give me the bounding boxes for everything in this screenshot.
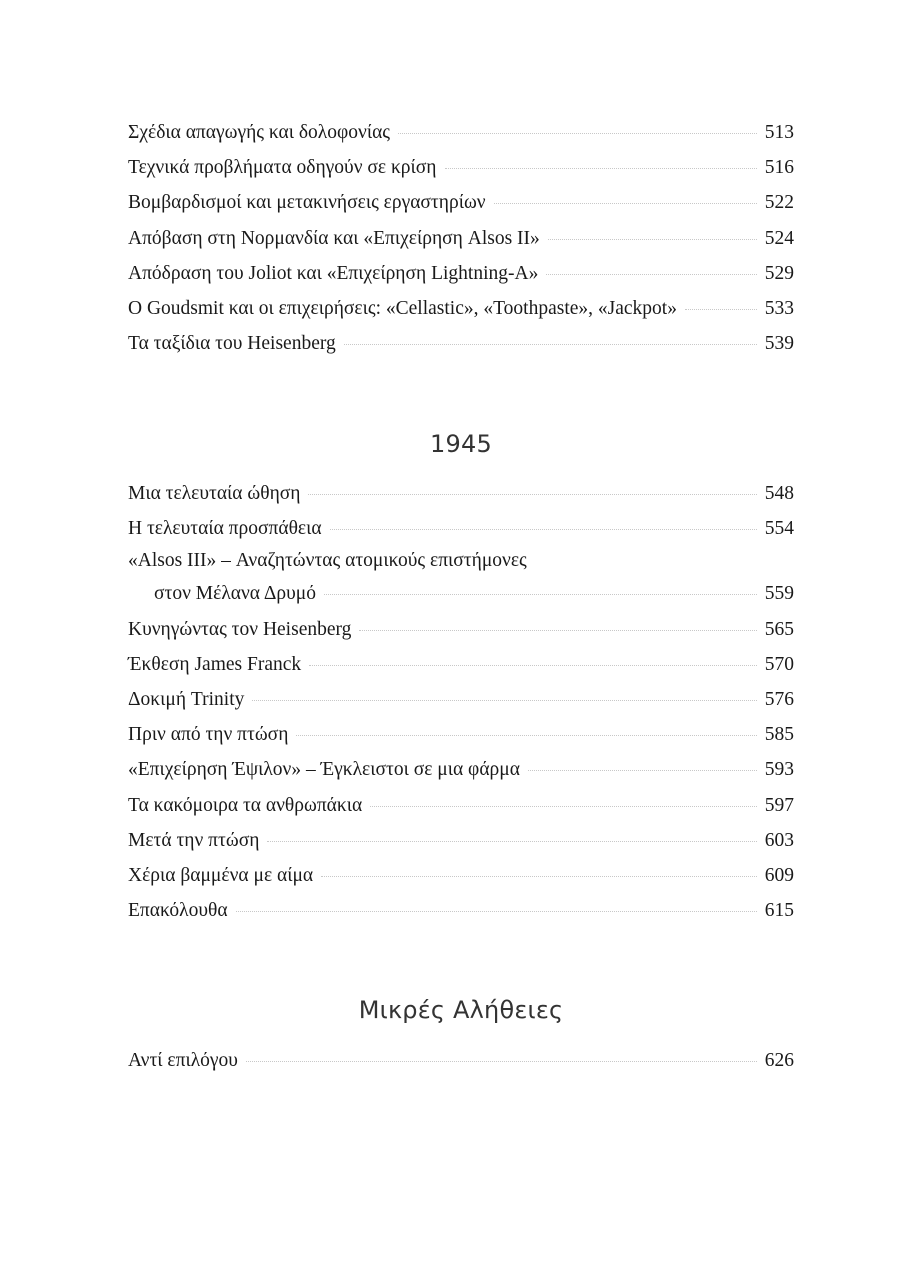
toc-entry-page: 516 [764,157,794,179]
toc-entry-page: 533 [764,297,794,319]
toc-entry [128,893,794,928]
dot-leader [494,203,757,204]
toc-entry-title: Τα κακόμοιρα τα ανθρωπάκια [128,794,363,816]
toc-entry-page: 548 [764,483,794,504]
dot-leader [267,841,756,842]
toc-entry [128,717,794,752]
dot-leader [236,911,757,912]
toc-entry [128,511,794,546]
toc-entry-title: Δοκιμή Trinity [128,688,245,710]
toc-entry [128,752,794,787]
toc-entry [128,612,794,647]
section-heading-mikres-alitheies: Μικρές Αλήθειες [358,996,564,1024]
toc-entry-title: Αντί επιλόγου [128,1050,238,1071]
toc-entry-title: Τεχνικά προβλήματα οδηγούν σε κρίση [128,157,437,179]
toc-entry-page: 539 [764,333,794,355]
toc-entry [128,823,794,858]
toc-entry-title: Βομβαρδισμοί και μετακινήσεις εργαστηρίων [128,192,486,214]
toc-entry-continuation [128,576,794,611]
dot-leader [528,770,757,771]
toc-entry [128,476,794,511]
dot-leader [359,630,756,631]
dot-leader [330,529,757,530]
toc-entry-page: 615 [764,900,794,922]
toc-entry-page: 585 [764,724,794,746]
toc-entry-title: Η τελευταία προσπάθεια [128,518,322,540]
toc-entry-title: Πριν από την πτώση [128,724,289,746]
toc-entry-title: O Goudsmit και οι επιχειρήσεις: «Cellastic», «Toothpaste», «Jackpot» [128,297,677,319]
toc-entry-page: 570 [764,653,794,675]
toc-entry-page: 603 [764,829,794,851]
section-heading-1945: 1945 [430,430,492,458]
toc-section-continued [128,115,794,361]
toc-section-1945 [128,476,794,928]
toc-entry-page: 576 [764,688,794,710]
toc-entry [128,256,794,291]
toc-entry-page: 529 [764,262,794,284]
dot-leader [309,665,757,666]
dot-leader [370,806,757,807]
toc-entry [128,788,794,823]
toc-entry [128,115,794,150]
toc-section-mikres-alitheies [128,1043,794,1078]
toc-entry-title: Κυνηγώντας τον Heisenberg [128,618,352,640]
toc-entry [128,1043,794,1078]
toc-entry-title: «Alsos III» – Αναζητώντας ατομικούς επιστήμονες [128,550,527,572]
dot-leader [296,735,756,736]
toc-entry-page: 593 [764,759,794,781]
toc-entry [128,150,794,185]
toc-entry-title: Χέρια βαμμένα με αίμα [128,864,314,886]
toc-entry [128,185,794,220]
dot-leader [252,700,756,701]
toc-entry-page: 597 [764,794,794,816]
toc-entry-title: Τα ταξίδια του Heisenberg [128,333,336,355]
dot-leader [246,1061,757,1062]
toc-entry-page: 609 [764,864,794,886]
dot-leader [445,168,757,169]
toc-entry-page: 554 [764,518,794,540]
toc-entry-title: Μια τελευταία ώθηση [128,483,301,504]
toc-entry-page: 626 [764,1050,794,1071]
dot-leader [548,239,757,240]
toc-entry-title-cont: στον Μέλανα Δρυμό [154,583,316,605]
dot-leader [324,594,757,595]
toc-entry-page: 524 [764,227,794,249]
toc-entry [128,858,794,893]
toc-entry [128,221,794,256]
toc-entry-page: 559 [764,583,794,605]
toc-entry-title: Επακόλουθα [128,900,228,922]
dot-leader [685,309,757,310]
toc-entry [128,291,794,326]
toc-entry-page: 513 [764,122,794,143]
toc-entry-multiline [128,546,794,611]
dot-leader [321,876,757,877]
dot-leader [546,274,756,275]
toc-entry-title: «Επιχείρηση Έψιλον» – Έγκλειστοι σε μια φάρμα [128,759,520,781]
toc-entry-title: Μετά την πτώση [128,829,260,851]
toc-entry [128,647,794,682]
toc-entry-title: Απόδραση του Joliot και «Επιχείρηση Lightning-A» [128,262,539,284]
toc-entry-page: 565 [764,618,794,640]
dot-leader [398,133,757,134]
dot-leader [344,344,757,345]
toc-entry-title: Έκθεση James Franck [128,653,302,675]
dot-leader [308,494,756,495]
toc-entry-title: Σχέδια απαγωγής και δολοφονίας [128,122,391,143]
toc-entry-title: Απόβαση στη Νορμανδία και «Επιχείρηση Alsos II» [128,227,540,249]
toc-entry [128,326,794,361]
toc-entry-page: 522 [764,192,794,214]
toc-entry [128,682,794,717]
